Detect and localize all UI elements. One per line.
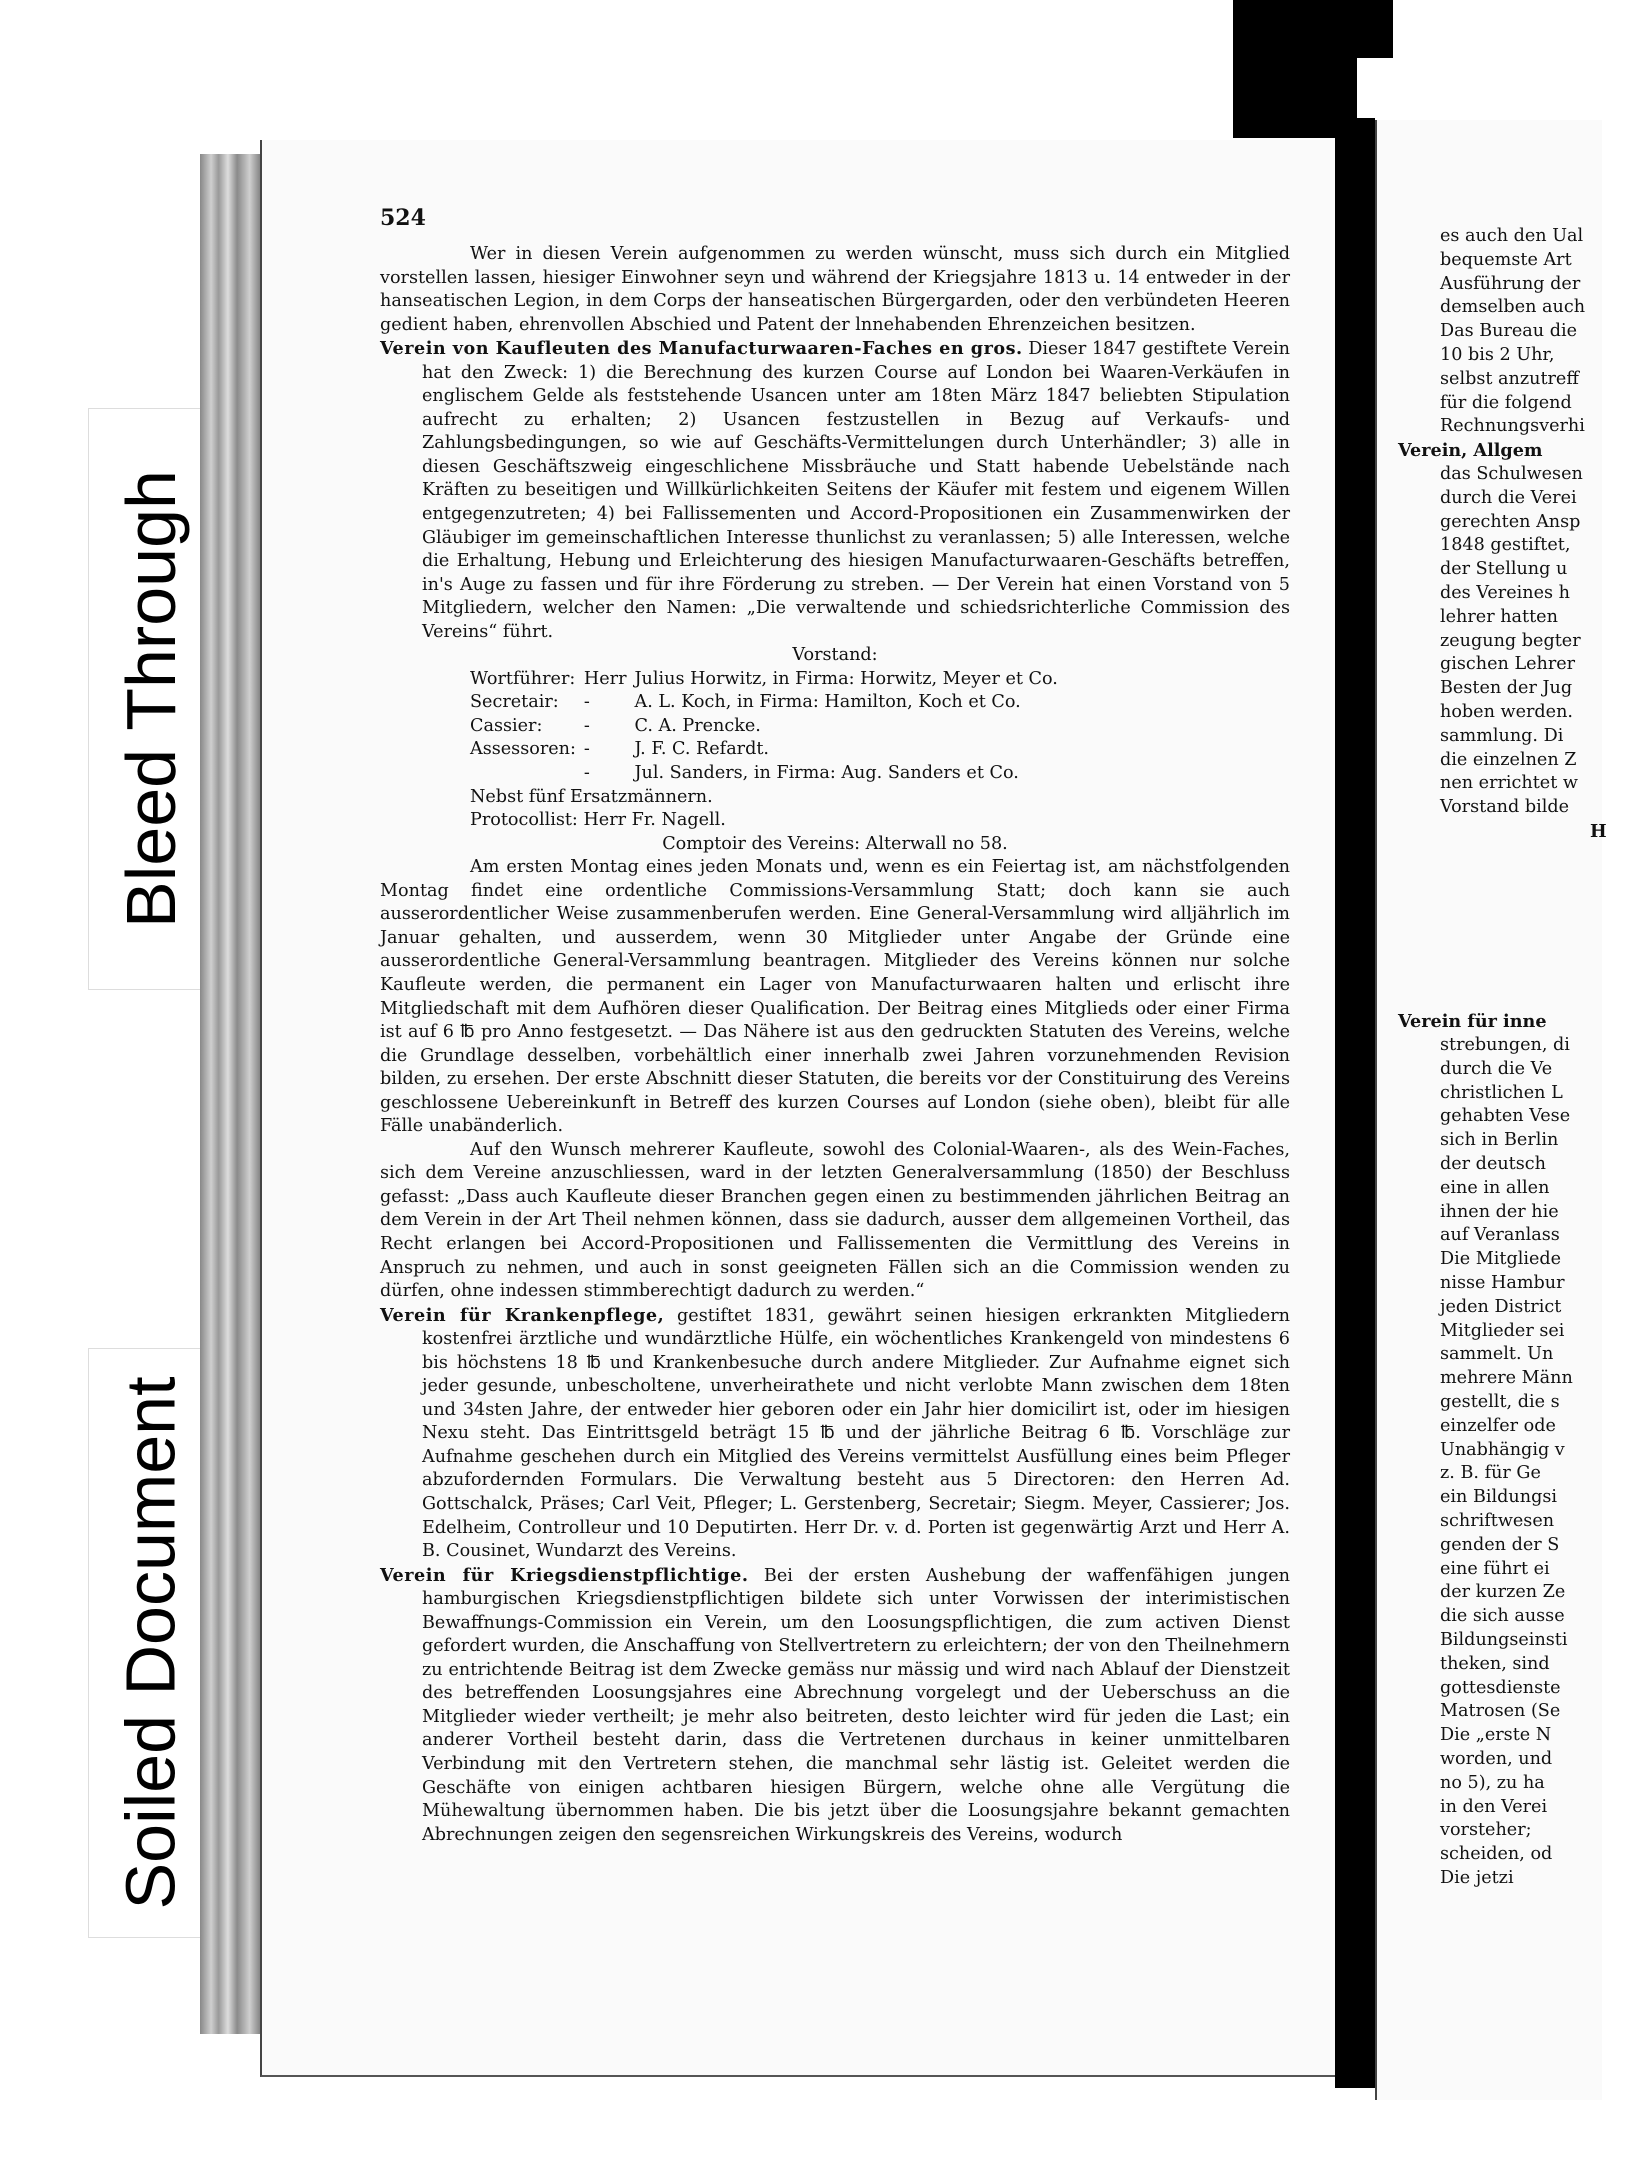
- vorstand-table: [470, 668, 1066, 786]
- right-page-line: [1440, 868, 1640, 892]
- entry-heading: Verein für Kriegsdienstpflichtige.: [380, 1564, 749, 1586]
- right-page-line: scheiden, od: [1440, 1844, 1553, 1865]
- right-page-line: theken, sind: [1440, 1653, 1550, 1674]
- right-page-line: jeden District: [1440, 1296, 1562, 1317]
- right-page-line: [1440, 963, 1640, 987]
- right-page-line: Die jetzi: [1440, 1867, 1514, 1888]
- right-page-line: das Schulwesen: [1440, 463, 1583, 484]
- right-page-line: worden, und: [1440, 1749, 1553, 1769]
- page-body: [380, 243, 1290, 1847]
- right-page-line: no 5), zu ha: [1440, 1772, 1545, 1793]
- entry-manufacturwaaren: [380, 337, 1290, 644]
- right-page-line: Bildungseinsti: [1440, 1630, 1568, 1651]
- right-page-line: zeugung begter: [1440, 630, 1581, 651]
- right-page-line: Das Bureau die: [1440, 321, 1578, 342]
- page-number: 524: [380, 205, 426, 231]
- right-page-line: strebungen, di: [1440, 1035, 1570, 1056]
- entry-text: gestiftet 1831, gewährt seinen hiesigen erkrankten Mitgliedern kostenfrei ärztliche und wundärztliche Hülfe, ein wöchentliches Krankengeld von mindestens 6 bis höchstens 18 ℔ und Krankenbesuche durch andere Mitglieder. Zur Aufnahme eignet sich jeder gesunde, unbescholtene, unverheirathete und nicht verlobte Mann zwischen dem 18ten und 34sten Jahre, der entweder hier geboren oder ein Jahr hier domicilirt ist, oder im hiesigen Nexu steht. Das Eintrittsgeld beträgt 15 ℔ und der jährliche Beitrag 6 ℔. Vorschläge zur Aufnahme geschehen durch ein Mitglied des Vereins vermittelst Ausfüllung eines beim Pfleger abzufordernden Formulars. Die Verwaltung besteht aus 5 Directoren: den Herren Ad. Gottschalck, Präses; Carl Veit, Pfleger; L. Gerstenberg, Secretair; Siegm. Meyer, Cassierer; Jos. Edelheim, Controlleur und 10 Deputirten. Herr Dr. v. d. Porten ist gegenwärtig Arzt und Herr A. B. Cousinet, Wundarzt des Vereins.: [422, 1305, 1291, 1562]
- right-page-line: nisse Hambur: [1440, 1273, 1565, 1294]
- right-page-line: Matrosen (Se: [1440, 1701, 1561, 1722]
- right-page-line: gerechten Ansp: [1440, 511, 1581, 532]
- right-page-line: demselben auch: [1440, 297, 1586, 318]
- vorstand-row: - Jul. Sanders, in Firma: Aug. Sanders et Co.: [583, 763, 1019, 784]
- right-page-line: [1440, 939, 1640, 963]
- intro-paragraph: Wer in diesen Verein aufgenommen zu werden wünscht, muss sich durch ein Mitglied vorstellen lassen, hiesiger Einwohner seyn und während der Kriegsjahre 1813 u. 14 entweder in der hanseatischen Legion, in dem Corps der hanseatischen Bürgergarden, oder den verbündeten Heeren gedient haben, ehrenvollen Abschied und Patent der lnnehabenden Ehrenzeichen besitzen.: [380, 244, 1290, 335]
- right-page-line: der Stellung u: [1440, 559, 1568, 580]
- right-page-line: Vorstand bilde: [1440, 797, 1570, 818]
- right-page-line: eine führt ei: [1440, 1558, 1550, 1579]
- right-page-line: in den Verei: [1440, 1796, 1548, 1817]
- right-page-line: Rechnungsverhi: [1440, 416, 1585, 437]
- right-page-line: [1440, 891, 1640, 915]
- right-page-line: Die Mitgliede: [1440, 1249, 1562, 1270]
- right-page-line: die sich ausse: [1440, 1606, 1565, 1627]
- right-page-line: Unabhängig v: [1440, 1439, 1565, 1460]
- right-page-line: [1440, 844, 1640, 868]
- vorstand-row: Wortführer: Herr Julius Horwitz, in Firma: Horwitz, Meyer et Co.: [470, 668, 1058, 689]
- right-page-line: bequemste Art: [1440, 249, 1572, 270]
- right-page-line: lehrer hatten: [1440, 606, 1558, 627]
- right-page-line: [1440, 987, 1640, 1011]
- right-page-line: Verein für inne: [1398, 1011, 1547, 1033]
- right-page-line: Mitglieder sei: [1440, 1320, 1565, 1341]
- right-page-line: es auch den Ual: [1440, 226, 1584, 246]
- vorstand-row: Cassier: - C. A. Prencke.: [470, 715, 761, 736]
- right-page-line: hoben werden.: [1440, 701, 1574, 722]
- protocollist-line: Protocollist: Herr Fr. Nagell.: [470, 810, 726, 831]
- right-page-line: Verein, Allgem: [1398, 440, 1543, 462]
- right-page-line: 10 bis 2 Uhr,: [1440, 344, 1555, 365]
- right-page-line: gischen Lehrer: [1440, 654, 1576, 675]
- soiled-document-label: Soiled Document: [88, 1348, 214, 1938]
- right-page-line: Die „erste N: [1440, 1725, 1552, 1746]
- top-black-bar-2: [1233, 0, 1393, 58]
- right-page-line: ein Bildungsi: [1440, 1487, 1557, 1508]
- comptoir-line: Comptoir des Vereins: Alterwall no 58.: [662, 833, 1008, 854]
- entry-text: Bei der ersten Aushebung der waffenfähigen jungen hamburgischen Kriegsdienstpflichtigen bildete sich unter Vorwissen der interimistischen Bewaffnungs-Commission ein Verein, um den Loosungspflichtigen, die zum activen Dienst gefordert wurden, die Anschaffung von Stellvertretern zu erleichtern; der von den Theilnehmern zu entrichtende Beitrag ist dem Zwecke gemäss nur mässig und wird nach Ablauf der Dienstzeit des betreffenden Loosungsjahres eine Abrechnung vorgelegt und der Ueberschuss an die Mitglieder wieder vertheilt; je mehr also beitreten, desto leichter wird für jeden die Last; ein anderer Vortheil besteht darin, dass die Vertretenen durchaus in keiner unmittelbaren Verbindung mit den Vertretern stehen, die manchmal sehr lästig ist. Geleitet werden die Geschäfte von einigen achtbaren hiesigen Bürgern, welche ohne alle Vergütung die Mühewaltung übernommen haben. Die bis jetzt über die Loosungsjahre bekannt gemachten Abrechnungen zeigen den segensreichen Wirkungskreis des Vereins, wodurch: [422, 1565, 1291, 1845]
- entry-kriegsdienstpflichtige: [380, 1564, 1290, 1848]
- right-page-line: sich in Berlin: [1440, 1130, 1559, 1151]
- entry-text: Dieser 1847 gestiftete Verein hat den Zweck: 1) die Berechnung des kurzen Course auf London bei Waaren-Verkäufen in englischem Gelde als feststehende Usancen unter am 18ten März 1847 beliebten Stipulation aufrecht zu erhalten; 2) Usancen festzustellen in Bezug auf Verkaufs- und Zahlungsbedingungen, so wie auf Geschäfts-Vermittelungen durch Unterhändler; 3) alle in diesen Geschäftszweig eingeschlichene Missbräuche und Statt habende Uebelstände nach Kräften zu beseitigen und Willkürlichkeiten Seitens der Käufer mit festem und eigenem Willen entgegenzutreten; 4) bei Fallissementen und Accord-Propositionen ein Zusammenwirken der Gläubiger im gemeinschaftlichen Interesse thunlichst zu veranlassen; 5) alle Interessen, welche die Erhaltung, Hebung und Erleichterung des hiesigen Manufacturwaaren-Geschäfts betreffen, in's Auge zu fassen und für ihre Förderung zu streben. — Der Verein hat einen Vorstand von 5 Mitgliedern, welcher den Namen: „Die verwaltende und schiedsrichterliche Commission des Vereins“ führt.: [422, 339, 1290, 642]
- right-page-line: selbst anzutreff: [1440, 368, 1579, 389]
- right-page-line: gestellt, die s: [1440, 1392, 1560, 1413]
- right-page-line: mehrere Männ: [1440, 1368, 1573, 1389]
- entry-heading: Verein für Krankenpflege,: [380, 1304, 665, 1326]
- right-page-line: vorsteher;: [1440, 1820, 1532, 1841]
- entry1-paragraph-2: Am ersten Montag eines jeden Monats und, wenn es ein Feiertag ist, am nächstfolgenden Montag findet eine ordentliche Commissions-Versammlung Statt; doch kann sie auch ausserordentlicher Weise zusammenberufen werden. Eine General-Versammlung wird alljährlich im Januar gehalten, und ausserdem, wenn 30 Mitglieder unter Angabe der Gründe eine ausserordentliche General-Versammlung beantragen. Mitglieder des Vereins können nur solche Kaufleute werden, die permanent ein Lager von Manufacturwaaren halten und erlischt ihre Mitgliedschaft mit dem Aufhören dieser Qualification. Der Beitrag eines Mitglieds oder einer Firma ist auf 6 ℔ pro Anno festgesetzt. — Das Nähere ist aus den gedruckten Statuten des Vereins, welche die Grundlage desselben, vorbehältlich einer innerhalb zwei Jahren vorzunehmenden Revision bilden, zu ersehen. Der erste Abschnitt dieser Statuten, die bereits vor der Constituirung des Vereins geschlossene Uebereinkunft in Betreff des kurzen Courses auf London (siehe oben), bleibt für alle Fälle unabänderlich.: [380, 857, 1290, 1137]
- right-page-column: [1398, 225, 1640, 1891]
- entry-krankenpflege: [380, 1304, 1290, 1564]
- right-page-line: [1440, 915, 1640, 939]
- entry-heading: Verein von Kaufleuten des Manufacturwaaren-Faches en gros.: [380, 338, 1023, 360]
- right-page-line: z. B. für Ge: [1440, 1463, 1541, 1484]
- vorstand-title: Vorstand:: [792, 645, 878, 666]
- right-page-line: einzelfer ode: [1440, 1415, 1556, 1436]
- right-page-line: der deutsch: [1440, 1154, 1546, 1175]
- ersatz-line: Nebst fünf Ersatzmännern.: [470, 786, 713, 807]
- right-page-line: sammlung. Di: [1440, 725, 1564, 746]
- vorstand-row: Assessoren: - J. F. C. Refardt.: [470, 739, 770, 760]
- vorstand-row: Secretair: - A. L. Koch, in Firma: Hamilton, Koch et Co.: [470, 692, 1021, 713]
- right-page-line: für die folgend: [1440, 392, 1572, 413]
- right-page-line: christlichen L: [1440, 1082, 1563, 1103]
- book-spine: [1335, 118, 1375, 2088]
- right-page-line: des Vereines h: [1440, 582, 1570, 603]
- right-page-line: schriftwesen: [1440, 1511, 1555, 1532]
- right-page-line: der kurzen Ze: [1440, 1582, 1566, 1603]
- right-page-line: 1848 gestiftet,: [1440, 535, 1571, 556]
- right-page-line: nen errichtet w: [1440, 773, 1578, 794]
- right-page-line: sammelt. Un: [1440, 1344, 1554, 1365]
- right-page-line: gehabten Vese: [1440, 1106, 1571, 1127]
- right-page-line: eine in allen: [1440, 1177, 1550, 1198]
- right-page-line: Ausführung der: [1440, 273, 1581, 294]
- right-page-line: auf Veranlass: [1440, 1225, 1560, 1246]
- right-page-line: gottesdienste: [1440, 1677, 1561, 1698]
- entry1-paragraph-3: Auf den Wunsch mehrerer Kaufleute, sowohl des Colonial-Waaren-, als des Wein-Faches, sich dem Vereine anzuschliessen, ward in der letzten Generalversammlung (1850) der Beschluss gefasst: „Dass auch Kaufleute dieser Branchen gegen einen zu bestimmenden jährlichen Beitrag an dem Verein in der Art Theil nehmen können, dass sie dadurch, ausser dem allgemeinen Vortheil, das Recht erlangen bei Accord-Propositionen und Fallissementen die Vermittlung des Vereins in Anspruch zu nehmen, und auch in sonst geeigneten Fällen sich an die Commission wenden zu dürfen, ohne indessen stimmberechtigt dadurch zu werden.“: [380, 1139, 1290, 1302]
- right-page-line: H: [1590, 820, 1607, 842]
- right-page-line: Besten der Jug: [1440, 678, 1573, 699]
- right-page-line: genden der S: [1440, 1534, 1560, 1555]
- right-page-line: durch die Verei: [1440, 487, 1577, 508]
- book-page-edges: [200, 154, 262, 2034]
- right-page-line: durch die Ve: [1440, 1058, 1553, 1079]
- right-page-line: ihnen der hie: [1440, 1201, 1559, 1222]
- bleed-through-label: Bleed Through: [88, 408, 214, 990]
- right-page-line: die einzelnen Z: [1440, 749, 1577, 770]
